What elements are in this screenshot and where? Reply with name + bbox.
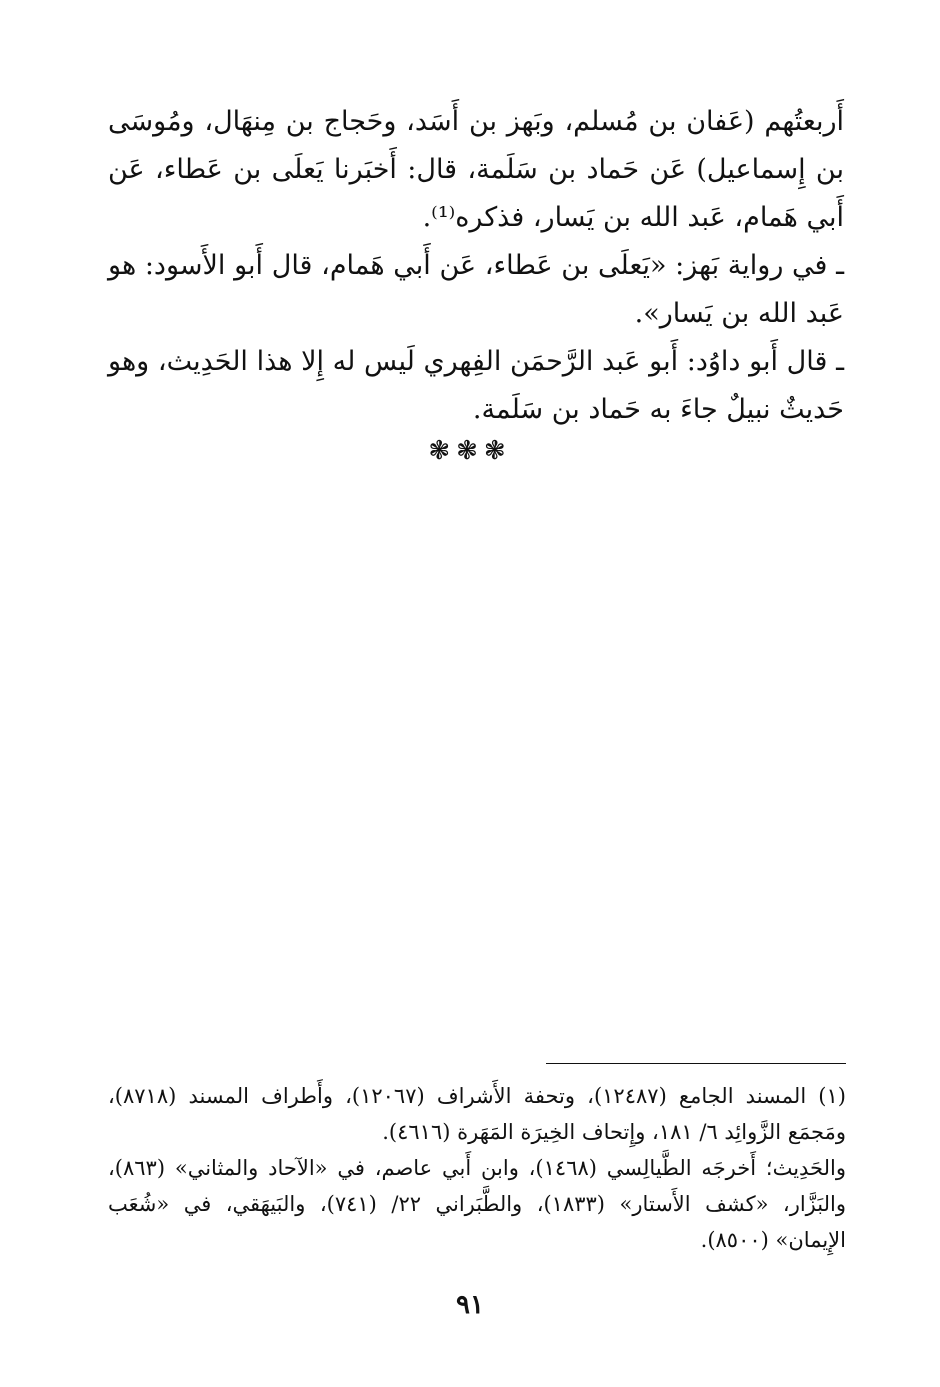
footnote-1-sources: (١) المسند الجامع (١٢٤٨٧)، وتحفة الأَشراف (١٢٠٦٧)، وأَطراف المسند (٨٧١٨)، ومَجمَع الزَّوائِد ٦/ ١٨١، وإِتحاف الخِيرَة المَهَرة (٤٦١٦). (108, 1084, 846, 1144)
section-separator: ❃❃❃ (428, 436, 512, 466)
paragraph-narration: أَربعتُهم (عَفان بن مُسلم، وبَهز بن أَسَد، وحَجاج بن مِنهَال، ومُوسَى بن إِسماعيل) عَن حَماد بن سَلَمة، قال: أَخبَرنا يَعلَى بن عَطاء، عَن أَبي هَمام، عَبد الله بن يَسار، فذكره⁽¹⁾. (108, 106, 844, 233)
footnote-1-takhrij: والحَدِيث؛ أَخرجَه الطَّيالِسي (١٤٦٨)، وابن أَبي عاصم، في «الآحاد والمثاني» (٨٦٣)، والبَزَّار، «كشف الأَستار» (١٨٣٣)، والطَّبَراني ٢٢/ (٧٤١)، والبَيهَقي، في «شُعَب الإِيمان» (٨٥٠٠). (108, 1156, 846, 1252)
main-text-block (108, 98, 844, 434)
page-number: ٩١ (456, 1290, 484, 1320)
footnote-divider (546, 1063, 846, 1064)
footnotes-block (108, 1078, 846, 1258)
paragraph-bahz-narration: ـ في رواية بَهز: «يَعلَى بن عَطاء، عَن أَبي هَمام، قال أَبو الأَسود: هو عَبد الله بن يَسار». (108, 250, 844, 329)
paragraph-abu-dawud-comment: ـ قال أَبو داوُد: أَبو عَبد الرَّحمَن الفِهري لَيس له إِلا هذا الحَدِيث، وهو حَديثٌ نبيلٌ جاءَ به حَماد بن سَلَمة. (108, 346, 844, 425)
